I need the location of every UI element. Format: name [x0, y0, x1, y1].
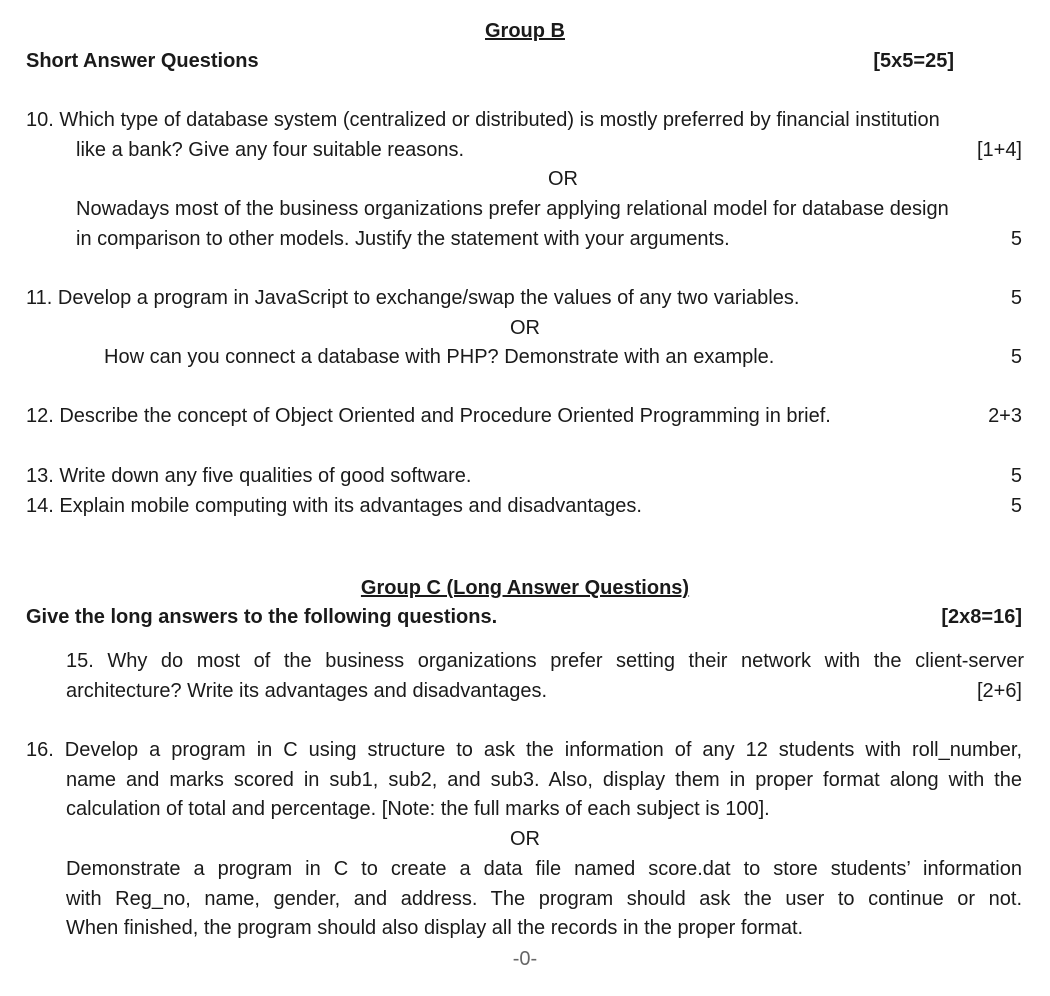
q10-alt-line1: Nowadays most of the business organizations prefer applying relational model for database design: [76, 198, 949, 220]
q15-line1: 15. Why do most of the business organizations prefer setting their network with the client-server: [66, 650, 1024, 672]
q11-alt-line1: How can you connect a database with PHP? Demonstrate with an example.: [104, 346, 775, 368]
page-footer: -0-: [512, 948, 538, 970]
q13-marks: 5: [1010, 465, 1022, 487]
group-b-subheading: Short Answer Questions: [26, 50, 259, 72]
q14-marks: 5: [1010, 495, 1022, 517]
q11-or: OR: [510, 317, 540, 339]
q10-line1: 10. Which type of database system (centralized or distributed) is mostly preferred by financial institution: [26, 109, 940, 131]
group-c-heading: Group C (Long Answer Questions): [360, 577, 690, 599]
group-c-subheading: Give the long answers to the following questions.: [26, 606, 498, 628]
q10-or: OR: [548, 168, 578, 190]
q16-line1: 16. Develop a program in C using structure to ask the information of any 12 students with roll_number,: [26, 739, 1022, 761]
q14-line1: 14. Explain mobile computing with its advantages and disadvantages.: [26, 495, 642, 517]
q10-marks: [1+4]: [976, 139, 1022, 161]
q16-or: OR: [510, 828, 540, 850]
q10-alt-line2: in comparison to other models. Justify the statement with your arguments.: [76, 228, 730, 250]
group-b-marks: [5x5=25]: [873, 50, 954, 72]
q16-alt-line2: with Reg_no, name, gender, and address. The program should ask the user to continue or not.: [66, 888, 1022, 910]
q11-line1: 11. Develop a program in JavaScript to exchange/swap the values of any two variables.: [26, 287, 800, 309]
group-c-marks: [2x8=16]: [941, 606, 1022, 628]
group-b-heading: Group B: [485, 20, 565, 42]
q16-line3: calculation of total and percentage. [Note: the full marks of each subject is 100].: [66, 798, 770, 820]
q16-line2: name and marks scored in sub1, sub2, and sub3. Also, display them in proper format along with the: [66, 769, 1022, 791]
q12-marks: 2+3: [988, 405, 1022, 427]
q10-alt-marks: 5: [1010, 228, 1022, 250]
q13-line1: 13. Write down any five qualities of good software.: [26, 465, 472, 487]
q11-marks: 5: [1010, 287, 1022, 309]
q16-alt-line1: Demonstrate a program in C to create a data file named score.dat to store students’ information: [66, 858, 1022, 880]
q15-line2: architecture? Write its advantages and disadvantages.: [66, 680, 548, 702]
q10-line2: like a bank? Give any four suitable reasons.: [76, 139, 464, 161]
q16-alt-line3: When finished, the program should also display all the records in the proper format.: [66, 917, 804, 939]
q11-alt-marks: 5: [1010, 346, 1022, 368]
q15-marks: [2+6]: [976, 680, 1022, 702]
q12-line1: 12. Describe the concept of Object Oriented and Procedure Oriented Programming in brief.: [26, 405, 831, 427]
